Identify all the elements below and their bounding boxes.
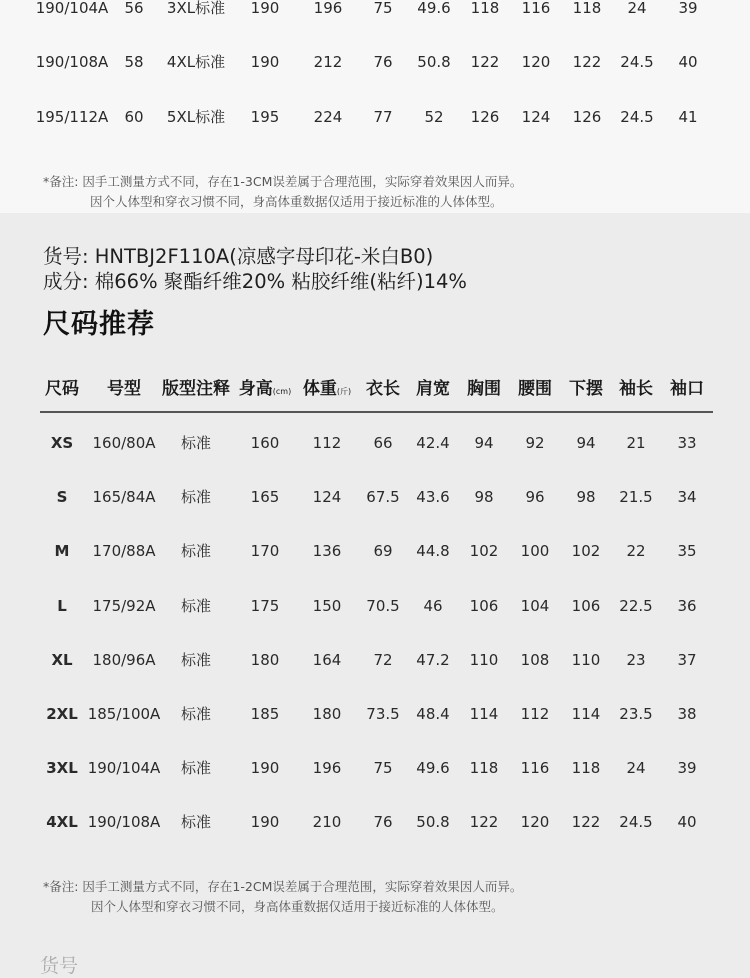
- cell-length: 73.5: [366, 705, 400, 723]
- cell-size: 3XL: [46, 759, 78, 778]
- table-row: [0, 428, 750, 458]
- cell-hem: 106: [571, 596, 601, 615]
- header-sleeve: 袖长: [619, 379, 653, 399]
- cell-waist: 96: [525, 488, 545, 507]
- cell-chest: 98: [474, 488, 494, 507]
- cell-fit: 标准: [180, 705, 212, 723]
- cell-sleeve: 24.5: [619, 813, 653, 832]
- cell-sleeve: 22.5: [619, 596, 653, 615]
- cell-sleeve: 24: [626, 759, 646, 778]
- cell-fit: 标准: [180, 759, 212, 778]
- cell-chest: 114: [469, 705, 499, 723]
- size-chart-title: 尺码推荐: [43, 309, 155, 340]
- cell-sleeve: 24.5: [620, 108, 654, 126]
- cell-chest: 126: [470, 108, 500, 126]
- cell-size: M: [54, 542, 70, 561]
- cell-chest: 106: [469, 596, 499, 615]
- header-shoulder: 肩宽: [416, 379, 450, 399]
- header-weight: [303, 373, 351, 405]
- cell-chest: 94: [474, 434, 494, 452]
- cell-sleeve: 21: [626, 434, 646, 452]
- cell-note-num: 58: [124, 53, 144, 71]
- table-row: [0, 102, 750, 132]
- cell-fit: 标准: [180, 813, 212, 832]
- cell-height: 190: [250, 53, 280, 71]
- cell-cuff: 38: [677, 705, 697, 723]
- cell-model: 170/88A: [92, 542, 156, 561]
- cell-cuff: 39: [677, 759, 697, 778]
- cell-cuff: 37: [677, 650, 697, 669]
- cell-length: 76: [373, 813, 393, 832]
- cell-fit: 3XL标准: [166, 0, 226, 17]
- cell-waist: 108: [520, 650, 550, 669]
- cell-hem: 94: [576, 434, 596, 452]
- cell-waist: 120: [520, 813, 550, 832]
- header-weight-label: 体重: [302, 379, 337, 399]
- cell-fit: 标准: [180, 596, 212, 615]
- table-row: [0, 753, 750, 783]
- cell-chest: 110: [469, 650, 499, 669]
- cell-shoulder: 46: [423, 596, 443, 615]
- cell-model: 190/108A: [87, 813, 161, 832]
- cell-fit: 标准: [180, 488, 212, 507]
- table-row: [0, 591, 750, 621]
- size-note-line-1: *备注: 因手工测量方式不同，存在1-2CM误差属于合理范围，实际穿着效果因人而异。: [43, 879, 523, 894]
- header-length: 衣长: [366, 379, 400, 399]
- cell-height: 185: [250, 705, 280, 723]
- cell-shoulder: 52: [424, 108, 444, 126]
- cell-waist: 100: [520, 542, 550, 561]
- cell-weight: 210: [312, 813, 342, 832]
- cell-height: 175: [250, 596, 280, 615]
- cell-weight: 112: [312, 434, 342, 452]
- cell-waist: 112: [520, 705, 550, 723]
- cell-hem: 110: [571, 650, 601, 669]
- cell-weight: 196: [313, 0, 343, 17]
- cell-model: 160/80A: [92, 434, 156, 452]
- cell-chest: 118: [470, 0, 500, 17]
- cell-size: 2XL: [46, 705, 78, 723]
- cell-fit: 标准: [180, 650, 212, 669]
- cell-waist: 104: [520, 596, 550, 615]
- cell-length: 66: [373, 434, 393, 452]
- header-height: [239, 373, 291, 405]
- cell-shoulder: 49.6: [417, 0, 451, 17]
- header-height-label: 身高: [238, 379, 273, 399]
- header-divider: [40, 411, 713, 413]
- product-item-number: 货号: HNTBJ2F110A(凉感字母印花-米白B0): [43, 245, 434, 268]
- size-note-line-2: 因个人体型和穿衣习惯不同，身高体重数据仅适用于接近标准的人体体型。: [91, 899, 504, 914]
- cell-note-num: 56: [124, 0, 144, 17]
- product-composition: 成分: 棉66% 聚酯纤维20% 粘胶纤维(粘纤)14%: [43, 270, 467, 293]
- cell-chest: 122: [470, 53, 500, 71]
- cell-weight: 224: [313, 108, 343, 126]
- cell-hem: 122: [572, 53, 602, 71]
- cell-length: 72: [373, 650, 393, 669]
- cell-cuff: 40: [678, 53, 698, 71]
- cell-sleeve: 23.5: [619, 705, 653, 723]
- cell-height: 165: [250, 488, 280, 507]
- cell-weight: 196: [312, 759, 342, 778]
- table-row: [0, 699, 750, 729]
- header-cuff: 袖口: [670, 379, 704, 399]
- cell-hem: 118: [571, 759, 601, 778]
- cell-shoulder: 50.8: [416, 813, 450, 832]
- cell-cuff: 41: [678, 108, 698, 126]
- cell-fit: 标准: [180, 434, 212, 452]
- cell-waist: 92: [525, 434, 545, 452]
- cell-fit: 标准: [180, 542, 212, 561]
- previous-note-line-2: 因个人体型和穿衣习惯不同，身高体重数据仅适用于接近标准的人体体型。: [90, 194, 503, 209]
- cell-sleeve: 22: [626, 542, 646, 561]
- cell-weight: 136: [312, 542, 342, 561]
- cell-cuff: 36: [677, 596, 697, 615]
- table-row: [0, 482, 750, 512]
- header-waist: 腰围: [518, 379, 552, 399]
- next-section-cutoff: 货号: [40, 955, 79, 977]
- cell-length: 67.5: [366, 488, 400, 507]
- cell-weight: 212: [313, 53, 343, 71]
- cell-height: 170: [250, 542, 280, 561]
- cell-length: 70.5: [366, 596, 400, 615]
- cell-model: 195/112A: [35, 108, 109, 126]
- cell-waist: 116: [520, 759, 550, 778]
- header-fit: 版型注释: [162, 379, 230, 399]
- cell-height: 190: [250, 759, 280, 778]
- cell-weight: 164: [312, 650, 342, 669]
- cell-model: 180/96A: [92, 650, 156, 669]
- cell-shoulder: 43.6: [416, 488, 450, 507]
- cell-weight: 150: [312, 596, 342, 615]
- table-row: [0, 536, 750, 566]
- cell-hem: 122: [571, 813, 601, 832]
- cell-note-num: 60: [124, 108, 144, 126]
- cell-cuff: 35: [677, 542, 697, 561]
- cell-hem: 126: [572, 108, 602, 126]
- header-height-unit: (cm): [272, 387, 292, 396]
- cell-height: 190: [250, 813, 280, 832]
- cell-height: 190: [250, 0, 280, 17]
- cell-height: 160: [250, 434, 280, 452]
- cell-model: 185/100A: [87, 705, 161, 723]
- cell-hem: 102: [571, 542, 601, 561]
- cell-shoulder: 48.4: [416, 705, 450, 723]
- cell-model: 190/108A: [35, 53, 109, 71]
- cell-waist: 116: [521, 0, 551, 17]
- cell-size: L: [57, 596, 67, 615]
- table-row: [0, 0, 750, 23]
- cell-sleeve: 21.5: [619, 488, 653, 507]
- cell-waist: 124: [521, 108, 551, 126]
- cell-chest: 118: [469, 759, 499, 778]
- cell-model: 165/84A: [92, 488, 156, 507]
- previous-note-line-1: *备注: 因手工测量方式不同，存在1-3CM误差属于合理范围，实际穿着效果因人而异。: [43, 174, 523, 189]
- cell-length: 76: [373, 53, 393, 71]
- cell-weight: 124: [312, 488, 342, 507]
- cell-cuff: 34: [677, 488, 697, 507]
- table-row: [0, 645, 750, 675]
- header-hem: 下摆: [569, 379, 603, 399]
- cell-model: 175/92A: [92, 596, 156, 615]
- header-model: 号型: [107, 379, 141, 399]
- header-size: 尺码: [45, 379, 79, 399]
- cell-shoulder: 42.4: [416, 434, 450, 452]
- cell-height: 180: [250, 650, 280, 669]
- cell-length: 77: [373, 108, 393, 126]
- cell-fit: 5XL标准: [166, 108, 226, 126]
- header-chest: 胸围: [467, 379, 501, 399]
- cell-waist: 120: [521, 53, 551, 71]
- table-row: [0, 807, 750, 837]
- cell-size: S: [56, 488, 68, 507]
- cell-size: XL: [51, 650, 73, 669]
- cell-hem: 118: [572, 0, 602, 17]
- cell-model: 190/104A: [87, 759, 161, 778]
- previous-size-chart-section: [0, 0, 750, 213]
- cell-hem: 98: [576, 488, 596, 507]
- cell-chest: 102: [469, 542, 499, 561]
- cell-shoulder: 44.8: [416, 542, 450, 561]
- cell-chest: 122: [469, 813, 499, 832]
- cell-shoulder: 49.6: [416, 759, 450, 778]
- cell-length: 75: [373, 0, 393, 17]
- table-row: [0, 47, 750, 77]
- cell-cuff: 40: [677, 813, 697, 832]
- cell-size: 4XL: [46, 813, 78, 832]
- cell-height: 195: [250, 108, 280, 126]
- cell-cuff: 33: [677, 434, 697, 452]
- cell-fit: 4XL标准: [166, 53, 226, 71]
- cell-sleeve: 24.5: [620, 53, 654, 71]
- cell-length: 69: [373, 542, 393, 561]
- cell-shoulder: 50.8: [417, 53, 451, 71]
- header-weight-unit: (斤): [336, 387, 352, 396]
- cell-sleeve: 24: [627, 0, 647, 17]
- cell-weight: 180: [312, 705, 342, 723]
- cell-hem: 114: [571, 705, 601, 723]
- cell-sleeve: 23: [626, 650, 646, 669]
- cell-length: 75: [373, 759, 393, 778]
- cell-model: 190/104A: [35, 0, 109, 17]
- cell-size: XS: [50, 434, 74, 452]
- cell-shoulder: 47.2: [416, 650, 450, 669]
- cell-cuff: 39: [678, 0, 698, 17]
- size-table-header: [0, 373, 750, 405]
